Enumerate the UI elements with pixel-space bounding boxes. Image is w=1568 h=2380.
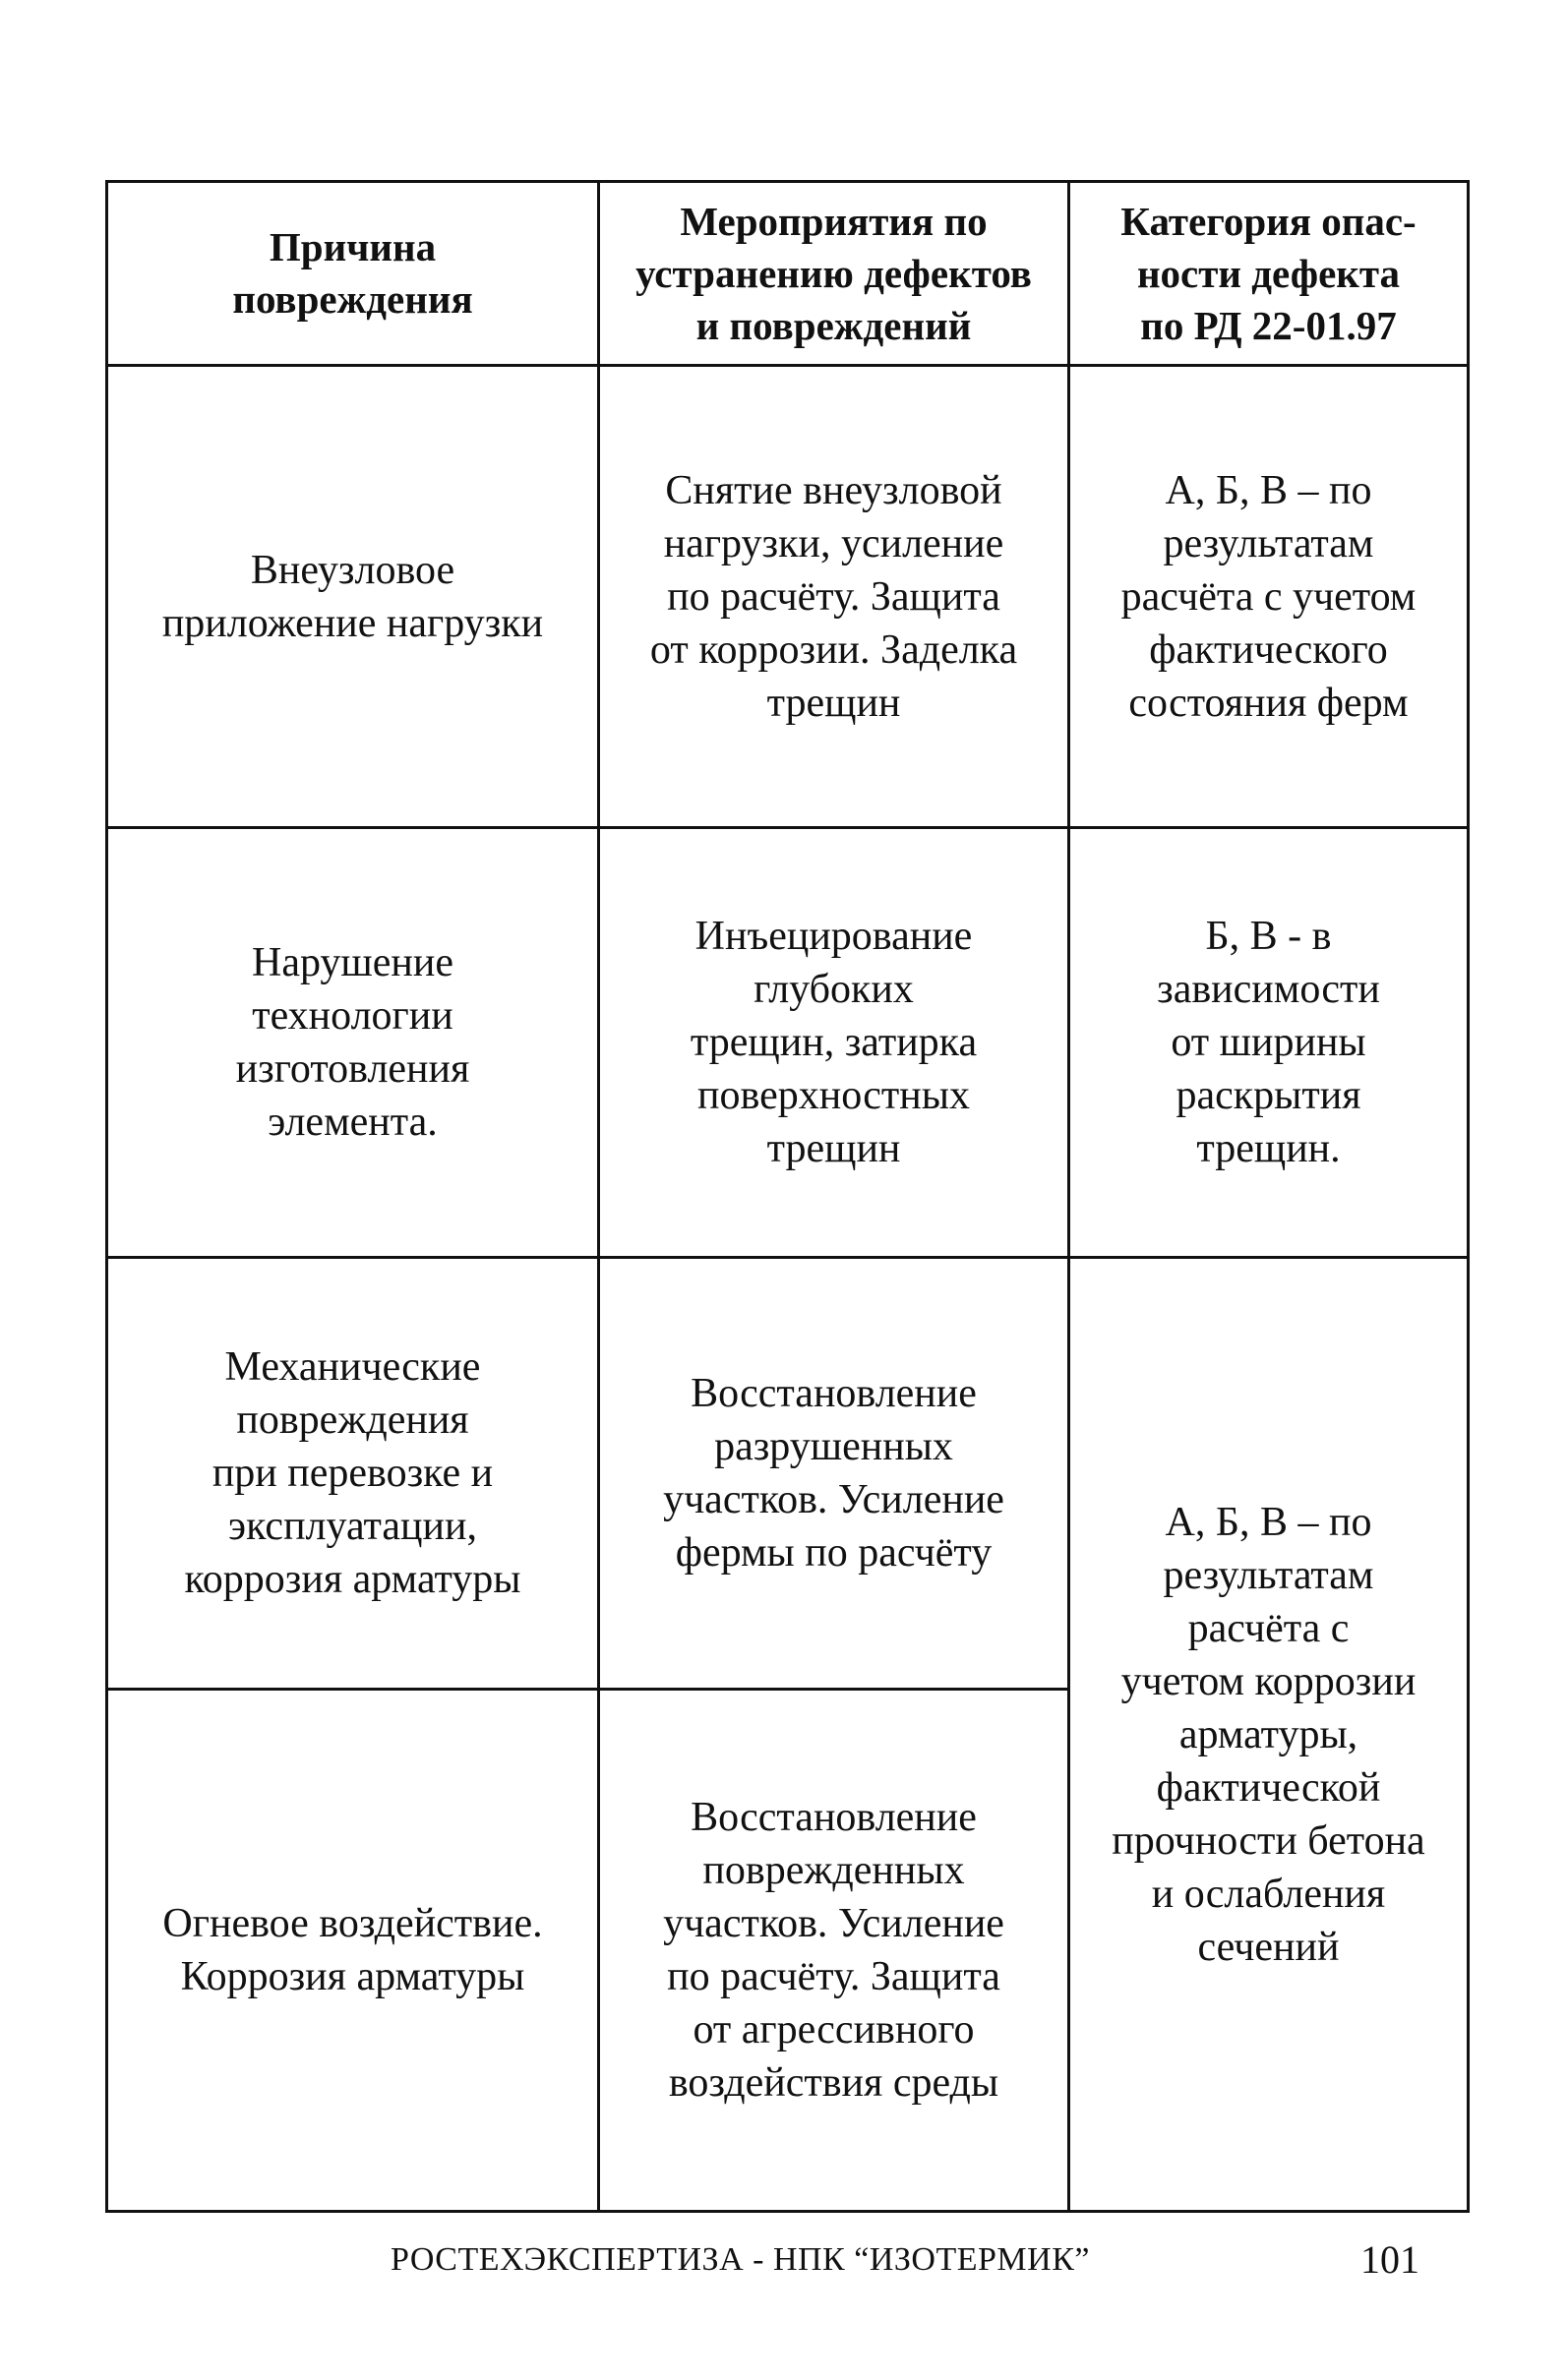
- page-number: 101: [1360, 2237, 1419, 2282]
- cell-measures: Инъецирование глубоких трещин, затирка поверхностных трещин: [599, 828, 1069, 1258]
- cell-cause: Нарушение технологии изготовления элемента.: [107, 828, 599, 1258]
- cell-cause: Внеузловое приложение нагрузки: [107, 366, 599, 828]
- cell-cause: Огневое воздействие. Коррозия арматуры: [107, 1690, 599, 2212]
- page-footer: [105, 2231, 1467, 2290]
- cell-category: А, Б, В – по результатам расчёта с учетом фактического состояния ферм: [1069, 366, 1469, 828]
- header-cause: Причина повреждения: [107, 182, 599, 366]
- table-row: [107, 828, 1469, 1258]
- cell-measures: Снятие внеузловой нагрузки, усиление по расчёту. Защита от коррозии. Заделка трещин: [599, 366, 1069, 828]
- header-category: Категория опас- ности дефекта по РД 22-01.97: [1069, 182, 1469, 366]
- cell-measures: Восстановление разрушенных участков. Усиление фермы по расчёту: [599, 1258, 1069, 1690]
- table-header-row: [107, 182, 1469, 366]
- cell-cause: Механические повреждения при перевозке и эксплуатации, коррозия арматуры: [107, 1258, 599, 1690]
- header-measures: Мероприятия по устранению дефектов и повреждений: [599, 182, 1069, 366]
- table-row: [107, 1258, 1469, 1690]
- defects-table: [105, 180, 1470, 2213]
- table-row: [107, 366, 1469, 828]
- footer-organization: РОСТЕХЭКСПЕРТИЗА - НПК “ИЗОТЕРМИК”: [391, 2241, 1090, 2278]
- cell-measures: Восстановление поврежденных участков. Усиление по расчёту. Защита от агрессивного воздействия среды: [599, 1690, 1069, 2212]
- cell-category: А, Б, В – по результатам расчёта с учетом коррозии арматуры, фактической прочности бетона и ослабления сечений: [1069, 1258, 1469, 2212]
- cell-category: Б, В - в зависимости от ширины раскрытия трещин.: [1069, 828, 1469, 1258]
